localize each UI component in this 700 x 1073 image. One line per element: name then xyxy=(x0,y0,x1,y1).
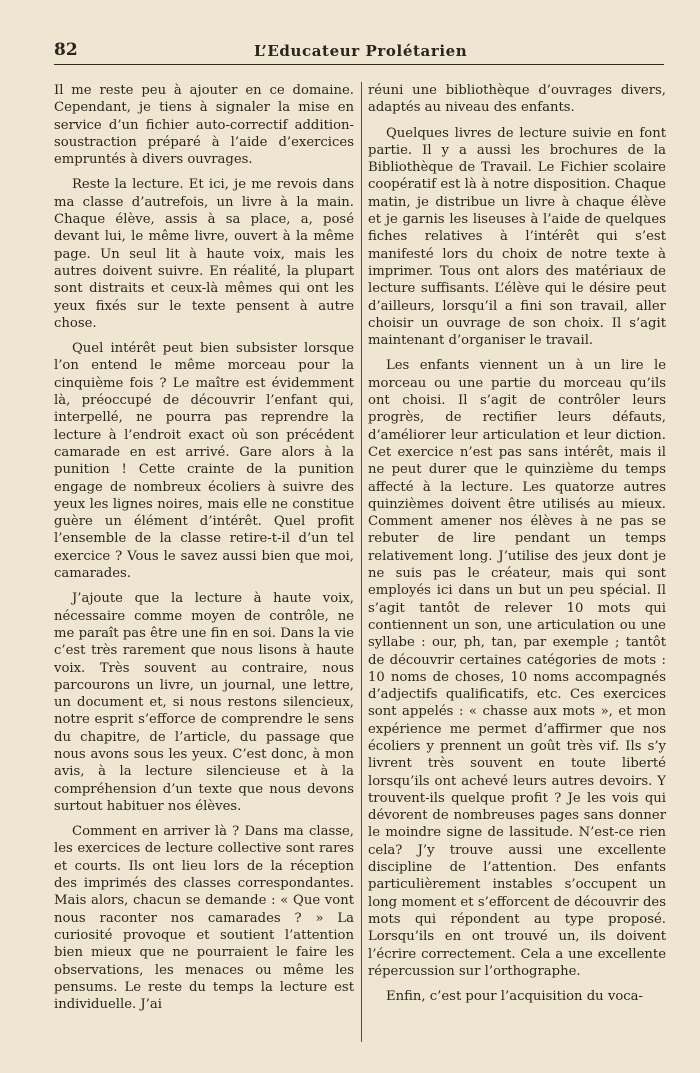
paragraph: Reste la lecture. Et ici, je me revois dans ma classe d’autrefois, un livre à la main. Chaque élève, assis à sa place, a, posé devant lui, le même livre, ouvert à la même page. Un seul lit à haute voix, mais les autres doivent suivre. En réalité, la plupart sont distraits et ceux-là mêmes qui ont les yeux fixés sur le texte pensent à autre chose. xyxy=(54,177,354,331)
page-header xyxy=(54,40,664,62)
header-rule xyxy=(54,64,664,65)
paragraph: Quel intérêt peut bien subsister lorsque l’on entend le même morceau pour la cinquième fois ? Le maître est évidemment là, préoccupé de découvrir l’enfant qui, interpellé, ne pourra pas reprendre la lecture à l’endroit exact où son précédent camarade en est arrivé. Gare alors à la punition ! Cette crainte de la punition engage de nombreux écoliers à suivre des yeux les lignes noires, mais elle ne constitue guère un élément d’intérêt. Quel profit l’ensemble de la classe retire-t-il d’un tel exercice ? Vous le savez aussi bien que moi, camarades. xyxy=(54,341,354,582)
page-number: 82 xyxy=(54,40,78,60)
paragraph: réuni une bibliothèque d’ouvrages divers, adaptés au niveau des enfants. xyxy=(368,83,666,116)
left-column xyxy=(54,82,354,1042)
column-divider xyxy=(361,82,362,1042)
paragraph: J’ajoute que la lecture à haute voix, nécessaire comme moyen de contrôle, ne me paraît pas être une fin en soi. Dans la vie c’est très rarement que nous lisons à haute voix. Très souvent au contraire, nous parcourons un livre, un journal, une lettre, un document et, si nous restons silencieux, notre esprit s’efforce de comprendre le sens du chapitre, de l’article, du passage que nous avons sous les yeux. C’est donc, à mon avis, à la lecture silencieuse et à la compréhension d’un texte que nous devons surtout habituer nos élèves. xyxy=(54,591,354,814)
paragraph: Comment en arriver là ? Dans ma classe, les exercices de lecture collective sont rares et courts. Ils ont lieu lors de la réception des imprimés des classes correspondantes. Mais alors, chacun se demande : « Que vont nous raconter nos camarades ? » La curiosité provoque et soutient l’attention bien mieux que ne pourraient le faire les observations, les menaces ou même les pensums. Le reste du temps la lecture est individuelle. J’ai xyxy=(54,824,354,1013)
paragraph: Les enfants viennent un à un lire le morceau ou une partie du morceau qu’ils ont choisi. Il s’agit de contrôler leurs progrès, de rectifier leurs défauts, d’améliorer leur articulation et leur diction. Cet exercice n’est pas sans intérêt, mais il ne peut durer que le quinzième du temps affecté à la lecture. Les quatorze autres quinzièmes doivent être utilisés au mieux. Comment amener nos élèves à ne pas se rebuter de lire pendant un temps relativement long. J’utilise des jeux dont je ne suis pas le créateur, mais qui sont employés ici dans un but un peu spécial. Il s’agit tantôt de relever 10 mots qui contiennent un son, une articulation ou une syllabe : our, ph, tan, par exemple ; tantôt de découvrir certaines catégories de mots : 10 noms de choses, 10 noms accompagnés d’adjectifs qualificatifs, etc. Ces exercices sont appelés : « chasse aux mots », et mon expérience me permet d’affirmer que nos écoliers y prennent un goût très vif. Ils s’y livrent très souvent en toute liberté lorsqu’ils ont achevé leurs autres devoirs. Y trouvent-ils quelque profit ? Je les vois qui dévorent de nombreuses pages sans donner le moindre signe de lassitude. N’est-ce rien cela? J’y trouve aussi une excellente discipline de l’attention. Des enfants particulièrement instables s’occupent un long moment et s’efforcent de découvrir des mots qui répondent au type proposé. Lorsqu’ils en ont trouvé un, ils doivent l’écrire correctement. Cela a une excellente répercussion sur l’orthographe. xyxy=(368,358,666,979)
paragraph: Quelques livres de lecture suivie en font partie. Il y a aussi les brochures de la Bibliothèque de Travail. Le Fichier scolaire coopératif est là à notre disposition. Chaque matin, je distribue un livre à chaque élève et je garnis les liseuses à l’aide de quelques fiches relatives à l’intérêt qui s’est manifesté lors du choix de notre texte à imprimer. Tous ont alors des matériaux de lecture suffisants. L’élève qui le désire peut d’ailleurs, lorsqu’il a fini son travail, aller choisir un ouvrage de son choix. Il s’agit maintenant d’organiser le travail. xyxy=(368,125,666,349)
journal-title: L’Educateur Prolétarien xyxy=(254,42,468,60)
right-column xyxy=(368,82,666,1042)
paragraph: Il me reste peu à ajouter en ce domaine. Cependant, je tiens à signaler la mise en service d’un fichier auto-correctif addition-soustraction préparé à l’aide d’exercices empruntés à divers ouvrages. xyxy=(54,83,354,168)
paragraph: Enfin, c’est pour l’acquisition du voca- xyxy=(386,989,643,1005)
